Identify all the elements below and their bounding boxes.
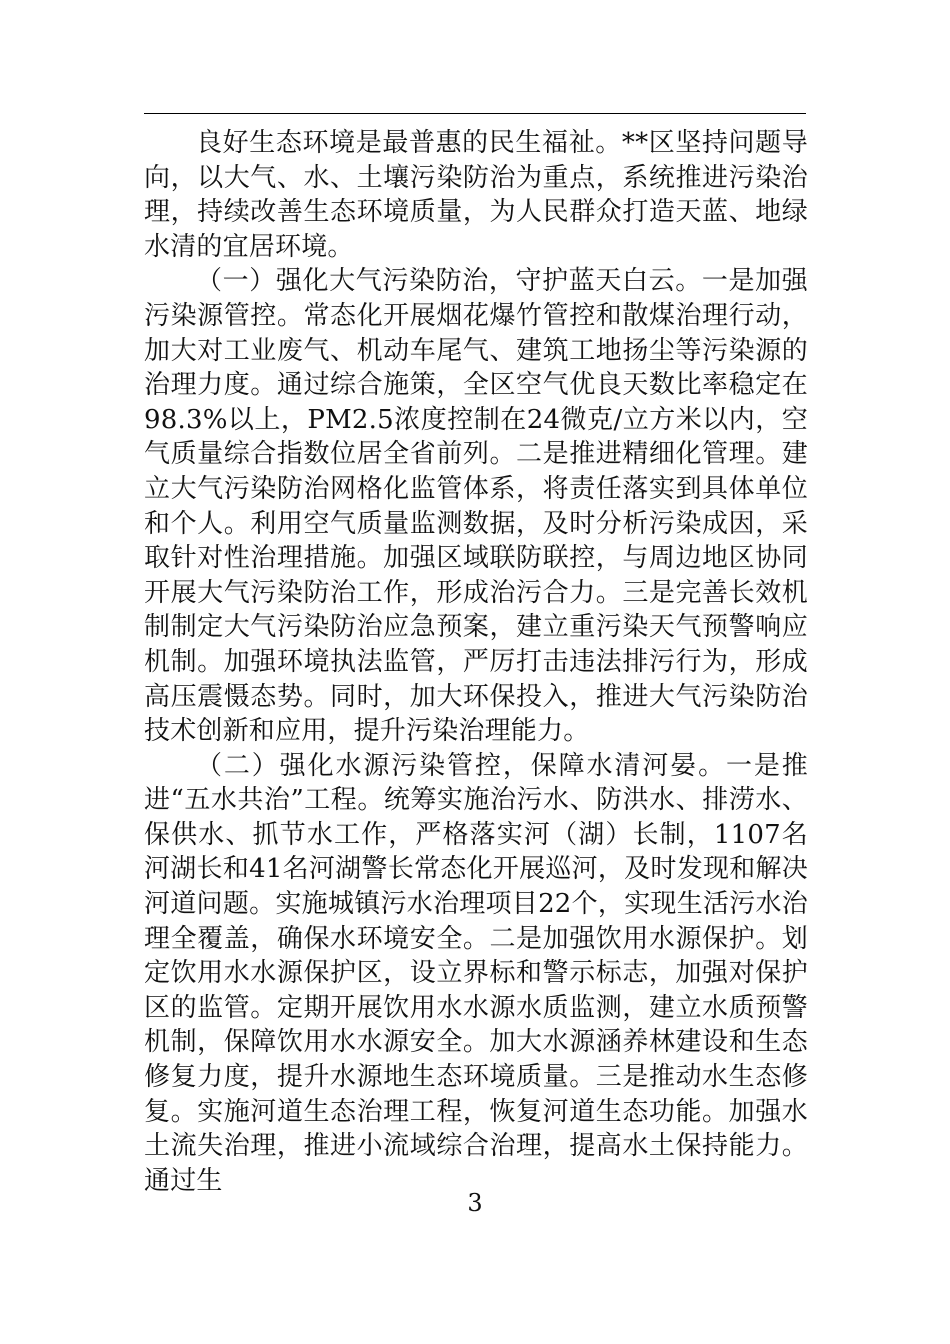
body-text <box>144 126 808 1198</box>
paragraph-intro: 良好生态环境是最普惠的民生福祉。**区坚持问题导向，以大气、水、土壤污染防治为重点，系统推进污染治理，持续改善生态环境质量，为人民群众打造天蓝、地绿水清的宜居环境。 <box>144 128 808 262</box>
paragraph-air-pollution: （一）强化大气污染防治，守护蓝天白云。一是加强污染源管控。常态化开展烟花爆竹管控和散煤治理行动，加大对工业废气、机动车尾气、建筑工地扬尘等污染源的治理力度。通过综合施策，全区空气优良天数比率稳定在98.3%以上，PM2.5浓度控制在24微克/立方米以内，空气质量综合指数位居全省前列。二是推进精细化管理。建立大气污染防治网格化监管体系，将责任落实到具体单位和个人。利用空气质量监测数据，及时分析污染成因，采取针对性治理措施。加强区域联防联控，与周边地区协同开展大气污染防治工作，形成治污合力。三是完善长效机制制定大气污染防治应急预案，建立重污染天气预警响应机制。加强环境执法监管，严厉打击违法排污行为，形成高压震慑态势。同时，加大环保投入，推进大气污染防治技术创新和应用，提升污染治理能力。 <box>144 266 808 747</box>
page-number: 3 <box>467 1189 483 1217</box>
paragraph-water-pollution: （二）强化水源污染管控，保障水清河晏。一是推进“五水共治”工程。统筹实施治污水、防洪水、排涝水、保供水、抓节水工作，严格落实河（湖）长制，1107名河湖长和41名河湖警长常态化开展巡河，及时发现和解决河道问题。实施城镇污水治理项目22个，实现生活污水治理全覆盖，确保水环境安全。二是加强饮用水源保护。划定饮用水水源保护区，设立界标和警示标志，加强对保护区的监管。定期开展饮用水水源水质监测，建立水质预警机制，保障饮用水水源安全。加大水源涵养林建设和生态修复力度，提升水源地生态环境质量。三是推动水生态修复。实施河道生态治理工程，恢复河道生态功能。加强水土流失治理，推进小流域综合治理，提高水土保持能力。通过生 <box>144 750 808 1196</box>
header-rule <box>144 113 806 114</box>
